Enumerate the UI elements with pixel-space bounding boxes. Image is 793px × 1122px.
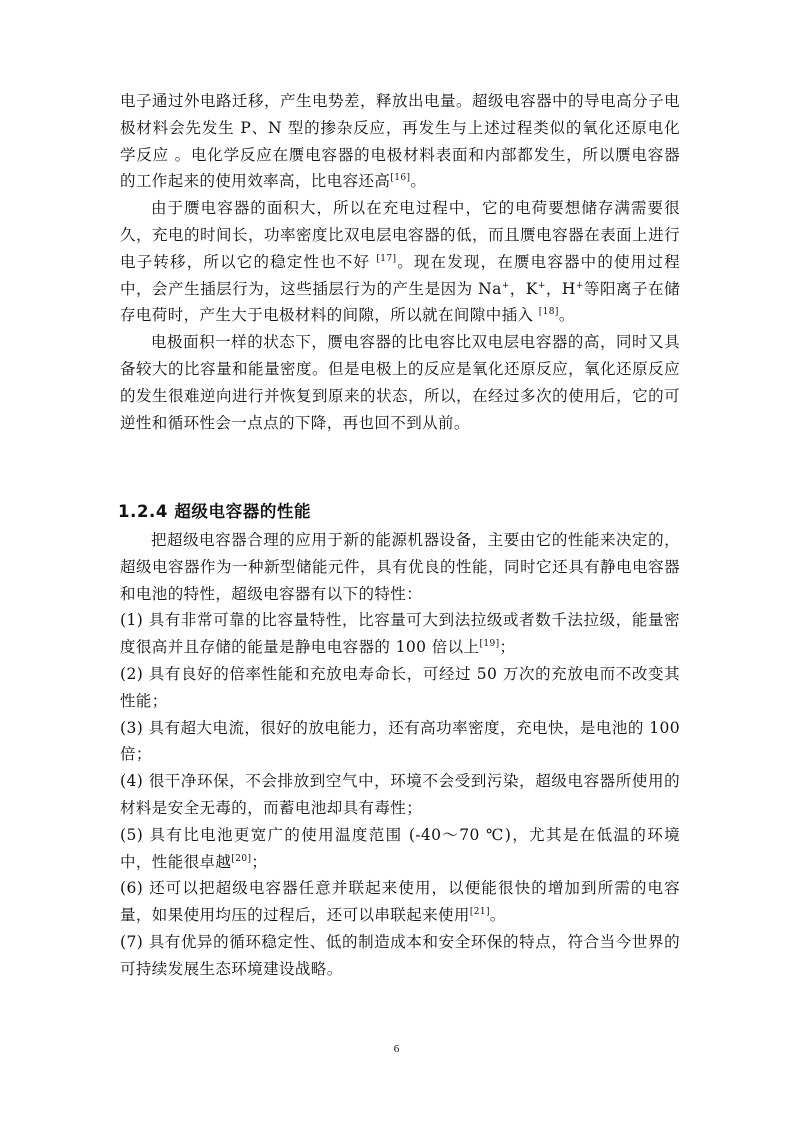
list-item: (2) 具有良好的倍率性能和充放电寿命长，可经过 50 万次的充放电而不改变其性能； (120, 664, 680, 710)
page-number: 6 (393, 1043, 400, 1055)
citation-21: [21] (469, 907, 490, 917)
list-item: (7) 具有优异的循环稳定性、低的制造成本和安全环保的特点，符合当今世界的可持续发展生态环境建设战略。 (120, 932, 680, 978)
body-text-lower (120, 527, 680, 983)
paragraph-intro: 把超级电容器合理的应用于新的能源机器设备，主要由它的性能来决定的，超级电容器作为一种新型储能元件，具有优良的性能，同时它还具有静电电容器和电池的特性，超级电容器有以下的特性： (120, 531, 680, 603)
citation-16: [16] (390, 173, 411, 184)
list-item: (4) 很干净环保，不会排放到空气中，环境不会受到污染，超级电容器所使用的材料是安全无毒的，而蓄电池却具有毒性； (120, 772, 680, 817)
list-item: (5) 具有比电池更宽广的使用温度范围 (-40～70 ℃)，尤其是在低温的环境中，性能很卓越[20]； (120, 825, 680, 871)
citation-19: [19] (479, 639, 500, 650)
body-text-upper (120, 88, 680, 436)
list-item: (3) 具有超大电流，很好的放电能力，还有高功率密度，充电快，是电池的 100 倍； (120, 718, 680, 764)
paragraph-pseudocapacitor-drawbacks: 由于赝电容器的面积大，所以在充电过程中，它的电荷要想储存满需要很久，充电的时间长，功率密度比双电层电容器的低，而且赝电容器在表面上进行电子转移，所以它的稳定性也不好 [17]。现在发现，在赝电容器中的使用过程中，会产生插层行为，这些插层行为的产生是因为 Na+，K+，H+等阳离子在储存电荷时，产生大于电极材料的间隙，所以就在间隙中插入 [18]。 (120, 199, 680, 325)
citation-20: [20] (231, 853, 252, 864)
paragraph-pseudocapacitor-mechanism: 电子通过外电路迁移，产生电势差，释放出电量。超级电容器中的导电高分子电极材料会先发生 P、N 型的掺杂反应，再发生与上述过程类似的氧化还原电化学反应 。电化学反应在赝电容器的电极材料表面和内部都发生，所以赝电容器的工作起来的使用效率高，比电容还高[16]。 (120, 92, 680, 191)
list-item: (6) 还可以把超级电容器任意并联起来使用，以便能很快的增加到所需的电容量，如果使用均压的过程后，还可以串联起来使用[21]。 (120, 879, 680, 925)
section-heading: 1.2.4 超级电容器的性能 (118, 502, 312, 521)
list-item: (1) 具有非常可靠的比容量特性，比容量可大到法拉级或者数千法拉级，能量密度很高并且存储的能量是静电电容器的 100 倍以上[19]； (120, 611, 680, 657)
citation-17: [17] (376, 253, 397, 264)
paragraph-pseudocapacitor-comparison: 电极面积一样的状态下，赝电容器的比电容比双电层电容器的高，同时又具备较大的比容量和能量密度。但是电极上的反应是氧化还原反应，氧化还原反应的发生很难逆向进行并恢复到原来的状态，所以，在经过多次的使用后，它的可逆性和循环性会一点点的下降，再也回不到从前。 (120, 333, 680, 432)
citation-18: [18] (538, 307, 559, 318)
